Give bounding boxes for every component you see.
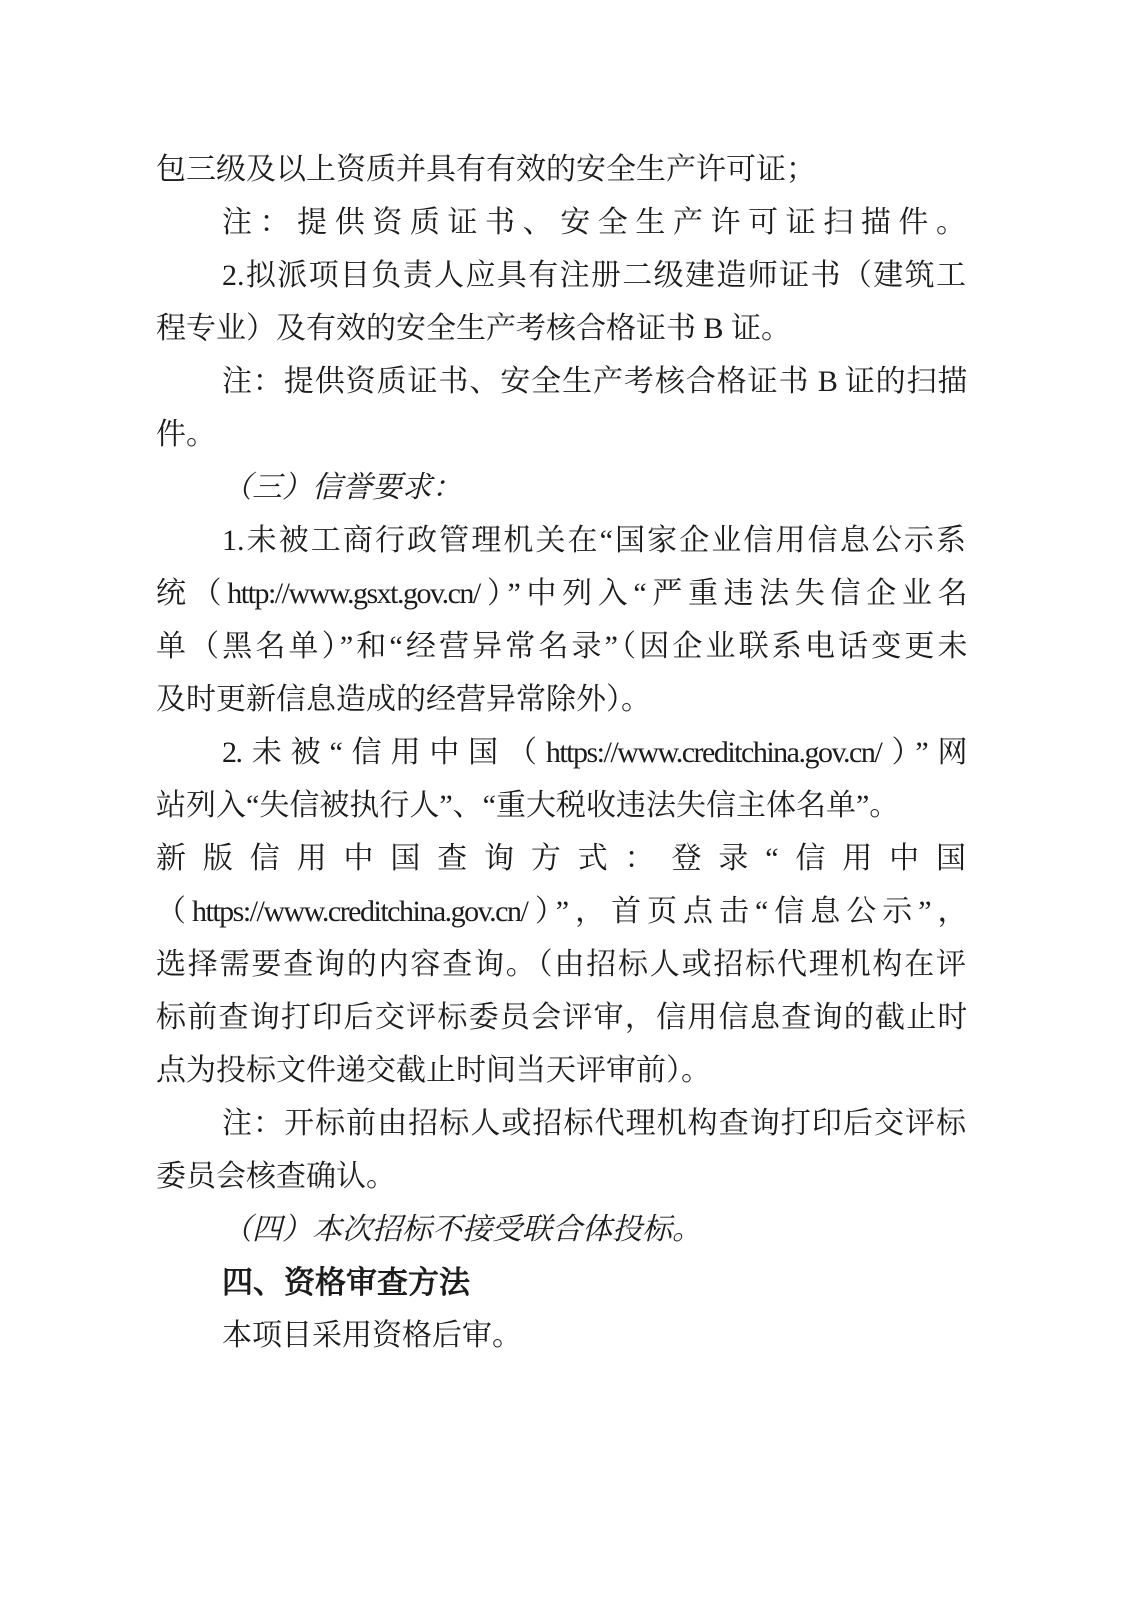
text-line: 统（http://www.gsxt.gov.cn/）”中列入“严重违法失信企业名 (156, 577, 966, 610)
text-line: 委员会核查确认。 (156, 1160, 396, 1193)
text-line: （四）本次招标不接受联合体投标。 (222, 1213, 702, 1246)
text-line: （https://www.creditchina.gov.cn/）”，首页点击“信息公示”， (156, 895, 966, 928)
text-line: 标前查询打印后交评标委员会评审，信用信息查询的截止时 (156, 1001, 966, 1034)
text-line: 1.未被工商行政管理机关在“国家企业信用信息公示系 (222, 524, 966, 557)
text-line: （三）信誉要求： (222, 471, 462, 504)
text-line: 2.拟派项目负责人应具有注册二级建造师证书（建筑工 (222, 259, 966, 292)
text-line: 注：开标前由招标人或招标代理机构查询打印后交评标 (222, 1107, 966, 1140)
text-line: 单（黑名单）”和“经营异常名录”（因企业联系电话变更未 (156, 630, 966, 663)
text-line: 2.未被“信用中国（https://www.creditchina.gov.cn/）”网 (222, 736, 966, 769)
text-line: 点为投标文件递交截止时间当天评审前）。 (156, 1054, 711, 1087)
text-line: 及时更新信息造成的经营异常除外）。 (156, 683, 651, 716)
text-line: 程专业）及有效的安全生产考核合格证书 B 证。 (156, 312, 792, 345)
text-line: 新版信用中国查询方式：登录“信用中国 (156, 842, 966, 875)
text-line: 注：提供资质证书、安全生产考核合格证书 B 证的扫描 (222, 365, 966, 398)
text-line: 本项目采用资格后审。 (222, 1319, 522, 1352)
text-line: 注：提供资质证书、安全生产许可证扫描件。 (222, 206, 966, 239)
text-line: 件。 (156, 418, 216, 451)
text-line: 四、资格审查方法 (222, 1265, 470, 1300)
text-line: 选择需要查询的内容查询。（由招标人或招标代理机构在评 (156, 948, 966, 981)
text-line: 包三级及以上资质并具有有效的安全生产许可证； (156, 153, 816, 186)
text-line: 站列入“失信被执行人”、“重大税收违法失信主体名单”。 (156, 789, 900, 822)
document-text-block (156, 143, 966, 1362)
